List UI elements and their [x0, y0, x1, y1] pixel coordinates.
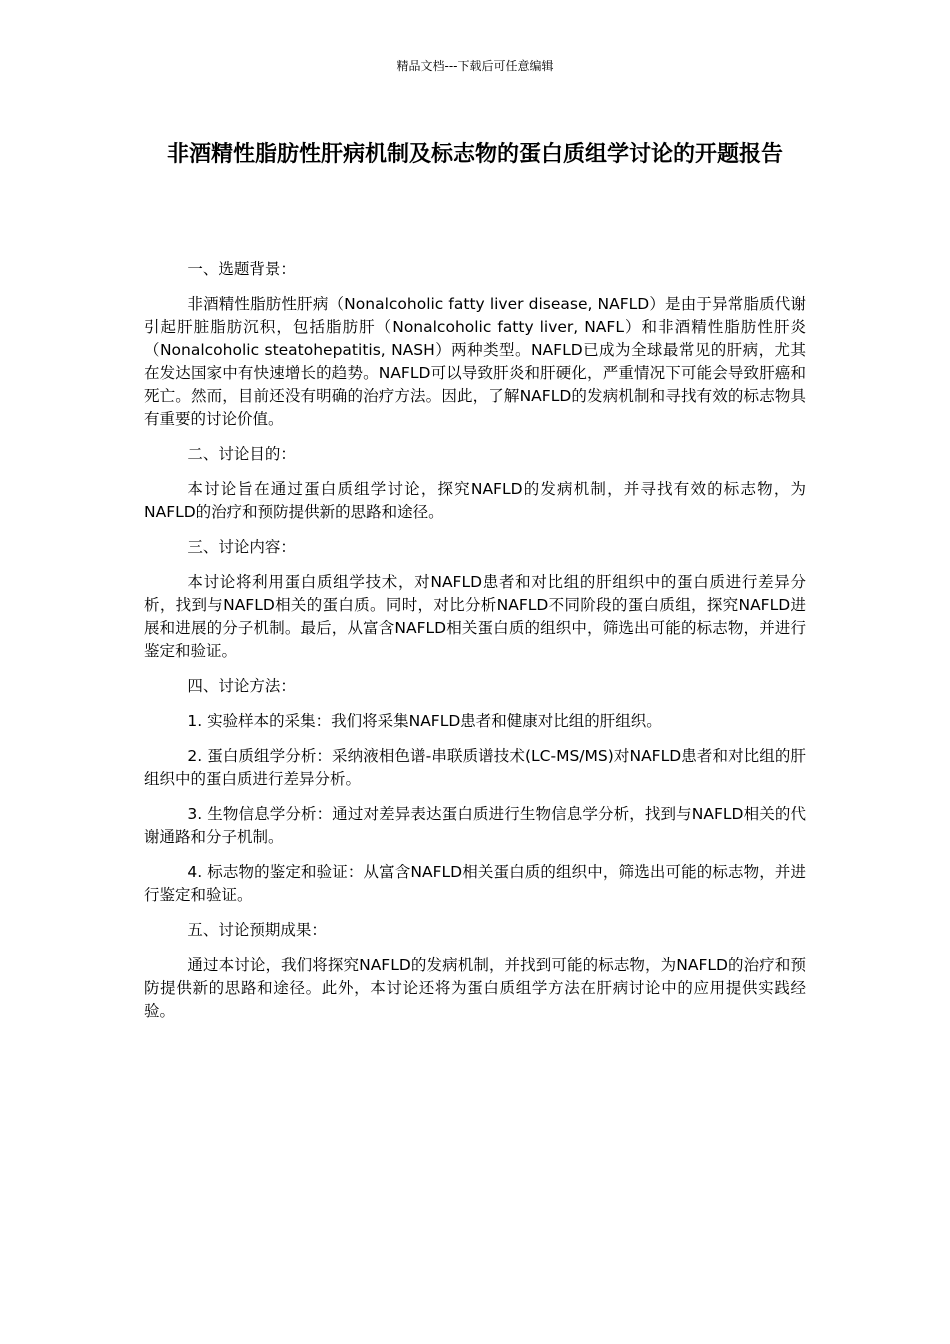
section-body-background: 非酒精性脂肪性肝病（Nonalcoholic fatty liver disease, NAFLD）是由于异常脂质代谢引起肝脏脂肪沉积，包括脂肪肝（Nonalcoholic fatty liver, NAFL）和非酒精性脂肪性肝炎（Nonalcoholic steatohepatitis, NASH）两种类型。NAFLD已成为全球最常见的肝病，尤其在发达国家中有快速增长的趋势。NAFLD可以导致肝炎和肝硬化，严重情况下可能会导致肝癌和死亡。然而，目前还没有明确的治疗方法。因此，了解NAFLD的发病机制和寻找有效的标志物具有重要的讨论价值。 [144, 295, 806, 428]
document-body [144, 258, 806, 1035]
section-body-purpose: 本讨论旨在通过蛋白质组学讨论，探究NAFLD的发病机制，并寻找有效的标志物，为NAFLD的治疗和预防提供新的思路和途径。 [144, 480, 806, 521]
page-header-watermark: 精品文档---下载后可任意编辑 [396, 59, 554, 73]
method-item: 1. 实验样本的采集：我们将采集NAFLD患者和健康对比组的肝组织。 [187, 712, 662, 730]
method-item: 4. 标志物的鉴定和验证：从富含NAFLD相关蛋白质的组织中，筛选出可能的标志物，并进行鉴定和验证。 [144, 863, 806, 904]
section-heading-methods: 四、讨论方法： [187, 677, 296, 695]
method-item: 2. 蛋白质组学分析：采纳液相色谱-串联质谱技术(LC-MS/MS)对NAFLD患者和对比组的肝组织中的蛋白质进行差异分析。 [144, 747, 806, 788]
section-heading-outcomes: 五、讨论预期成果： [187, 921, 327, 939]
section-heading-purpose: 二、讨论目的： [187, 445, 296, 463]
method-item: 3. 生物信息学分析：通过对差异表达蛋白质进行生物信息学分析，找到与NAFLD相关的代谢通路和分子机制。 [144, 805, 806, 846]
document-title: 非酒精性脂肪性肝病机制及标志物的蛋白质组学讨论的开题报告 [166, 142, 783, 167]
section-body-content: 本讨论将利用蛋白质组学技术，对NAFLD患者和对比组的肝组织中的蛋白质进行差异分析，找到与NAFLD相关的蛋白质。同时，对比分析NAFLD不同阶段的蛋白质组，探究NAFLD进展和进展的分子机制。最后，从富含NAFLD相关蛋白质的组织中，筛选出可能的标志物，并进行鉴定和验证。 [144, 573, 806, 660]
section-heading-content: 三、讨论内容： [187, 538, 296, 556]
section-body-outcomes: 通过本讨论，我们将探究NAFLD的发病机制，并找到可能的标志物，为NAFLD的治疗和预防提供新的思路和途径。此外，本讨论还将为蛋白质组学方法在肝病讨论中的应用提供实践经验。 [144, 956, 806, 1020]
section-heading-background: 一、选题背景： [187, 260, 296, 278]
